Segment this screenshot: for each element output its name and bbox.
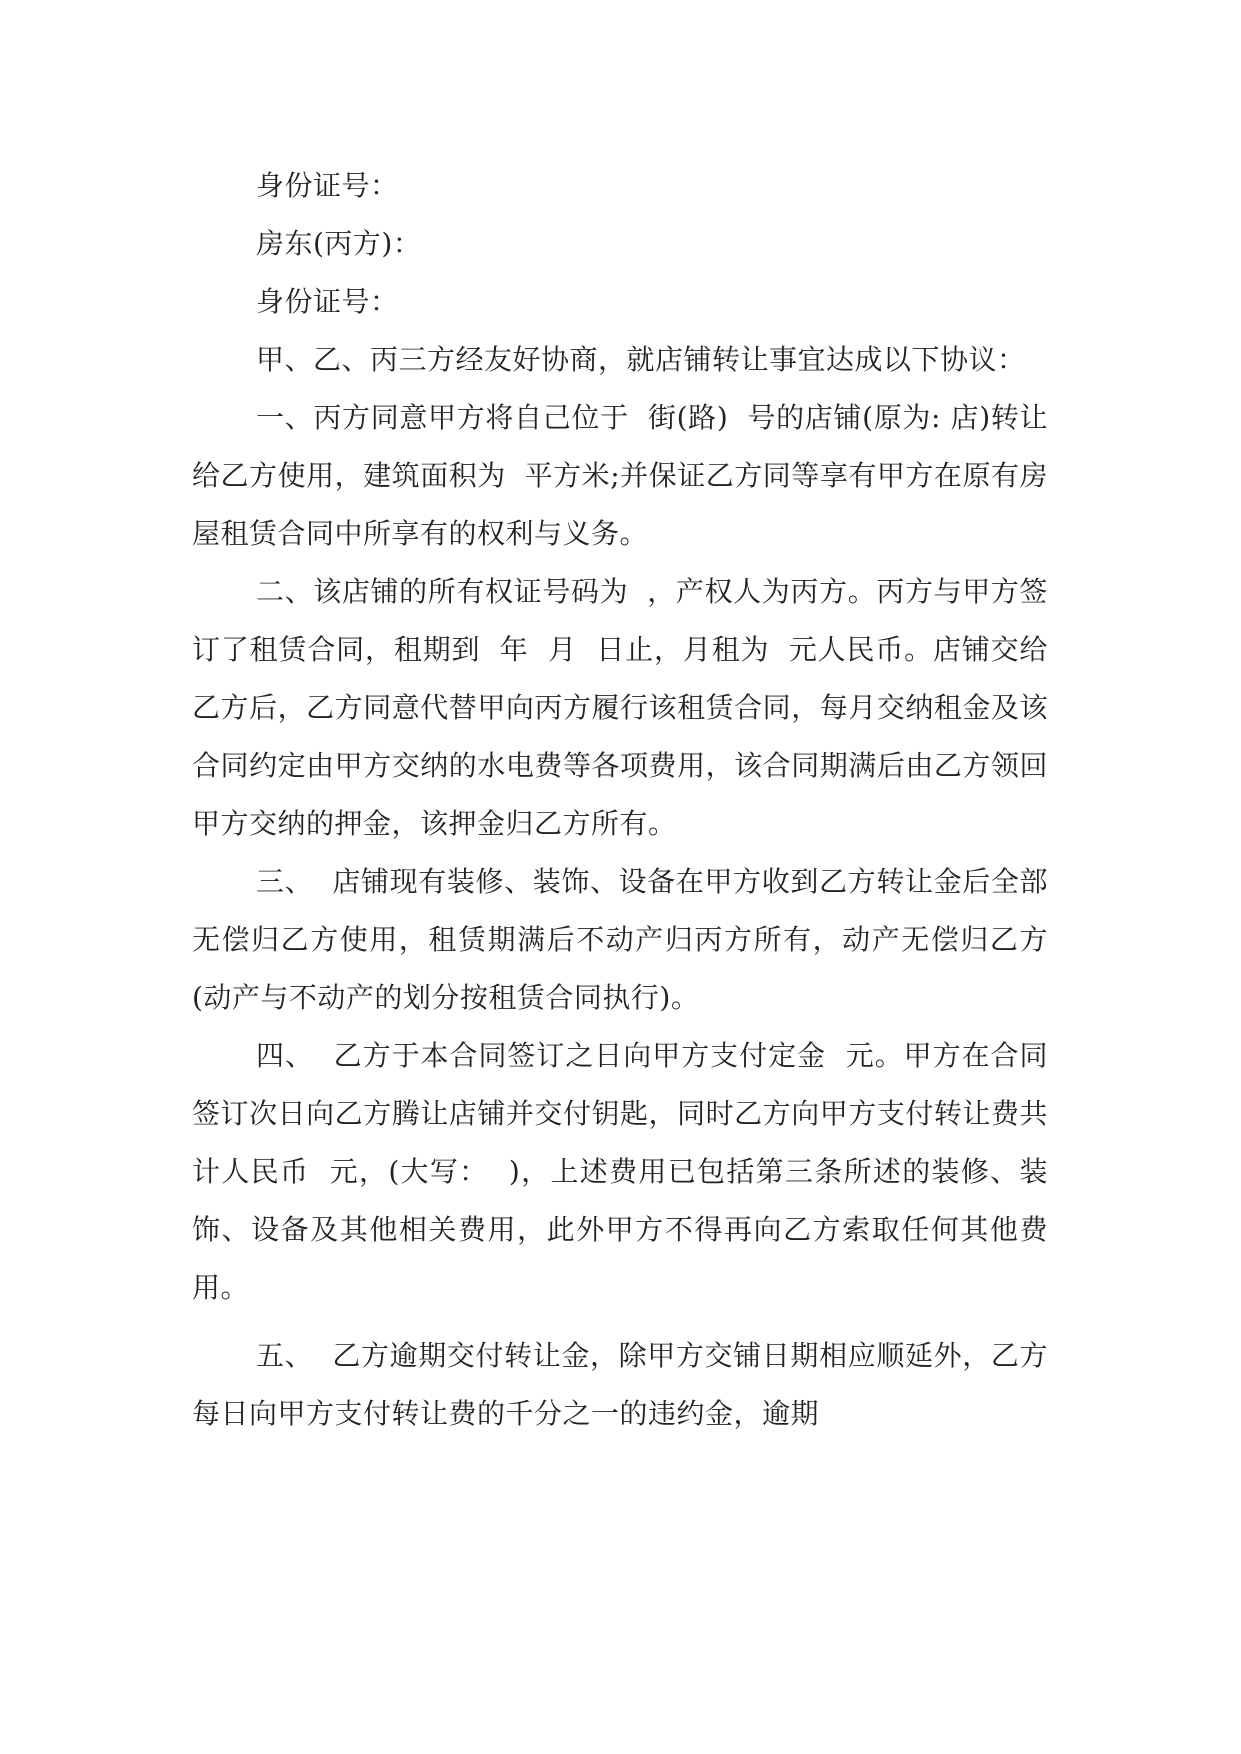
- clause-5: 五、 乙方逾期交付转让金，除甲方交铺日期相应顺延外，乙方每日向甲方支付转让费的千分之一的违约金，逾期: [192, 1339, 1048, 1430]
- clause-4: 四、 乙方于本合同签订之日向甲方支付定金 元。甲方在合同签订次日向乙方腾让店铺并交付钥匙，同时乙方向甲方支付转让费共计人民币 元，(大写： )，上述费用已包括第三条所述的装修、装饰、设备及其他相关费用，此外甲方不得再向乙方索取任何其他费用。: [192, 1039, 1048, 1304]
- document-body: [192, 157, 1048, 1443]
- id-number-label-1: 身份证号：: [256, 169, 399, 202]
- clause-3: 三、 店铺现有装修、装饰、设备在甲方收到乙方转让金后全部无偿归乙方使用，租赁期满后不动产归丙方所有，动产无偿归乙方(动产与不动产的划分按租赁合同执行)。: [192, 865, 1048, 1014]
- clause-2: 二、该店铺的所有权证号码为 ，产权人为丙方。丙方与甲方签订了租赁合同，租期到 年 月 日止，月租为 元人民币。店铺交给乙方后，乙方同意代替甲向丙方履行该租赁合同，每月交纳租金及该合同约定由甲方交纳的水电费等各项费用，该合同期满后由乙方领回甲方交纳的押金，该押金归乙方所有。: [192, 575, 1048, 840]
- agreement-intro: 甲、乙、丙三方经友好协商，就店铺转让事宜达成以下协议：: [256, 343, 1026, 376]
- landlord-label: 房东(丙方)：: [256, 227, 422, 260]
- id-number-label-2: 身份证号：: [256, 285, 399, 318]
- clause-1: 一、丙方同意甲方将自己位于 街(路) 号的店铺(原为: 店)转让给乙方使用，建筑面积为 平方米;并保证乙方同等享有甲方在原有房屋租赁合同中所享有的权利与义务。: [192, 401, 1048, 550]
